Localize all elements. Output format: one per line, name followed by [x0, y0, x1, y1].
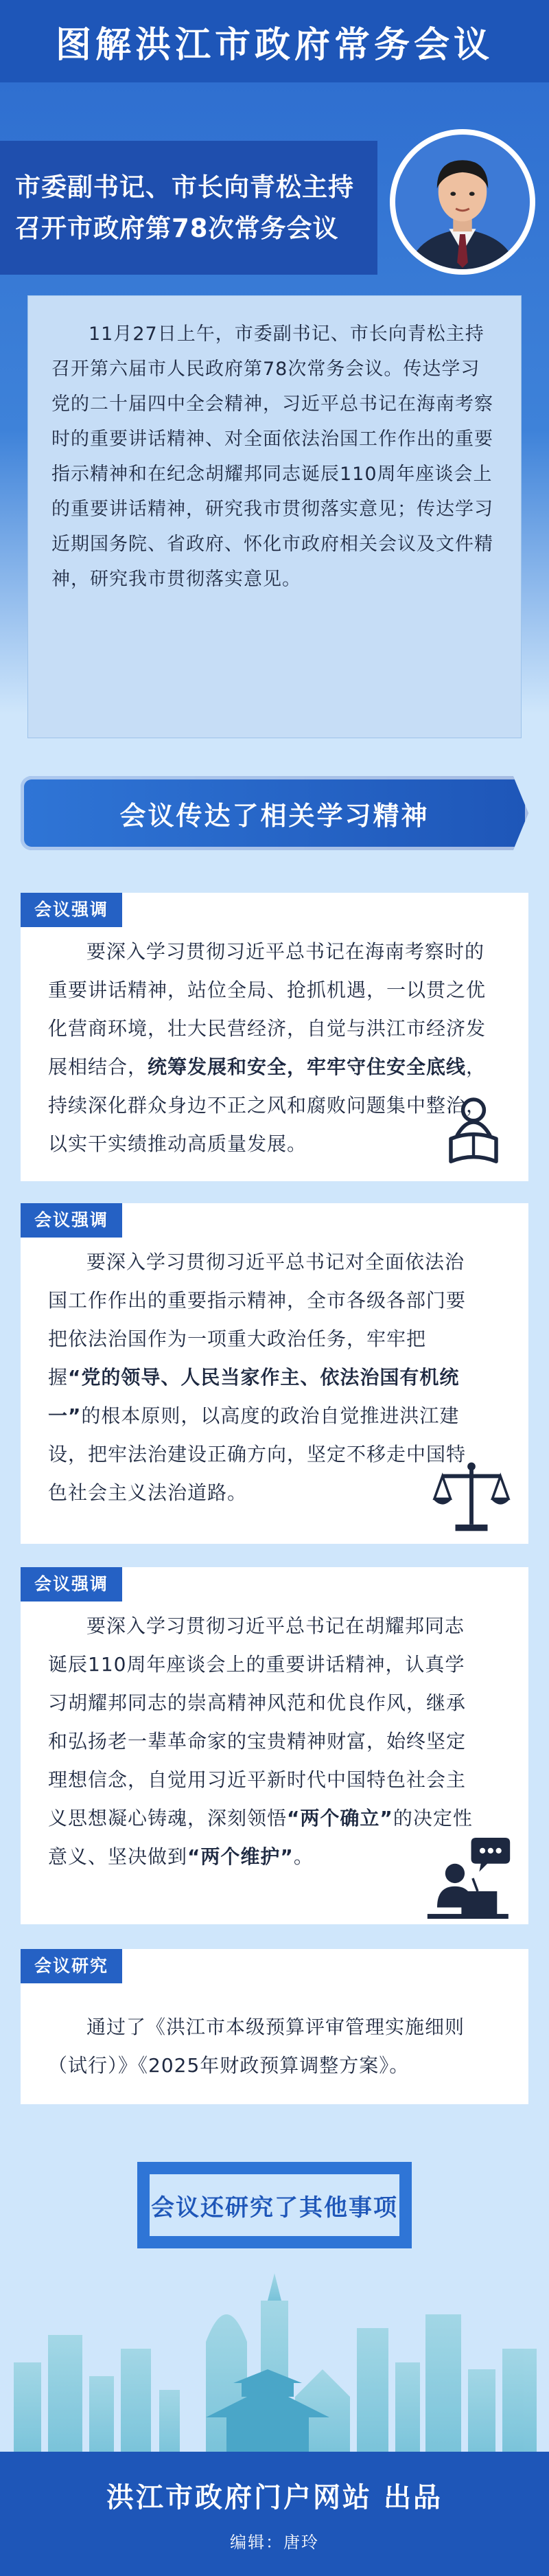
section-title: 会议传达了相关学习精神 — [119, 800, 430, 831]
page-footer — [0, 2452, 549, 2576]
card-bold-text: “党的领导、人民当家作主、依法治国有机统一” — [48, 1366, 460, 1427]
page-header — [0, 0, 549, 82]
mayor-portrait — [390, 129, 535, 275]
emphasis-card-1 — [21, 893, 528, 1181]
reading-person-icon — [436, 1092, 511, 1167]
meeting-subtitle — [0, 141, 377, 275]
card-tag: 会议强调 — [21, 893, 122, 927]
subtitle-line-1: 市委副书记、市长向青松主持 — [15, 172, 354, 202]
card-bold-text: “两个维护” — [187, 1845, 294, 1868]
editor-credit: 编辑：唐玲 — [230, 2532, 319, 2552]
portrait-image — [395, 135, 530, 269]
card-bold-text: “两个确立” — [287, 1807, 393, 1830]
card-body — [48, 1607, 477, 1876]
page-title: 图解洪江市政府常务会议 — [55, 24, 493, 66]
card-tag: 会议研究 — [21, 1949, 122, 1983]
other-matters-banner — [137, 2162, 412, 2248]
card-text: 。 — [293, 1845, 314, 1868]
other-matters-label: 会议还研究了其他事项 — [150, 2174, 399, 2236]
card-bold-text: 统筹发展和安全，牢牢守住安全底线 — [148, 1056, 467, 1078]
emphasis-card-2 — [21, 1203, 528, 1544]
card-text: 的根本原则，以高度的政治自觉推进洪江建设，把牢法治建设正确方向，坚定不移走中国特色社会主义法治道路。 — [48, 1404, 467, 1504]
section-banner — [21, 776, 528, 850]
card-tag: 会议强调 — [21, 1567, 122, 1602]
intro-box — [27, 295, 522, 738]
card-text: ，持续深化群众身边不正之风和腐败问题集中整治，以实干实绩推动高质量发展。 — [48, 1056, 487, 1155]
card-body — [48, 2008, 501, 2085]
research-card — [21, 1949, 528, 2104]
city-skyline-illustration — [0, 2259, 549, 2459]
intro-text: 11月27日上午，市委副书记、市长向青松主持召开第六届市人民政府第78次常务会议。传达学习党的二十届四中全会精神，习近平总书记在海南考察时的重要讲话精神、对全面依法治国工作作出的重要指示精神和在纪念胡耀邦同志诞辰110周年座谈会上的重要讲话精神，研究我市贯彻落实意见；传达学习近期国务院、省政府、怀化市政府相关会议及文件精神，研究我市贯彻落实意见。 — [51, 323, 493, 590]
emphasis-card-3 — [21, 1567, 528, 1924]
scales-icon — [431, 1460, 512, 1534]
card-text: 要深入学习贯彻习近平总书记对全面依法治国工作作出的重要指示精神，全市各级各部门要把依法治国作为一项重大政治任务，牢牢把握 — [48, 1251, 467, 1389]
card-body — [48, 1243, 474, 1512]
card-tag: 会议强调 — [21, 1203, 122, 1238]
card-text: 的决定性意义、坚决做到 — [48, 1807, 473, 1868]
publisher-credit: 洪江市政府门户网站 出品 — [106, 2481, 443, 2514]
subtitle-line-2: 召开市政府第78次常务会议 — [15, 213, 339, 243]
speaker-podium-icon — [424, 1838, 513, 1919]
card-text: 要深入学习贯彻习近平总书记在海南考察时的重要讲话精神，站位全局、抢抓机遇，一以贯之优化营商环境，壮大民营经济，自觉与洪江市经济发展相结合， — [48, 940, 487, 1078]
card-text: 通过了《洪江市本级预算评审管理实施细则（试行）》《2025年财政预算调整方案》。 — [48, 2016, 465, 2077]
card-text: 要深入学习贯彻习近平总书记在胡耀邦同志诞辰110周年座谈会上的重要讲话精神，认真学习胡耀邦同志的崇高精神风范和优良作风，继承和弘扬老一辈革命家的宝贵精神财富，始终坚定理想信念，自觉用习近平新时代中国特色社会主义思想凝心铸魂，深刻领悟 — [48, 1615, 467, 1830]
card-body — [48, 933, 494, 1163]
